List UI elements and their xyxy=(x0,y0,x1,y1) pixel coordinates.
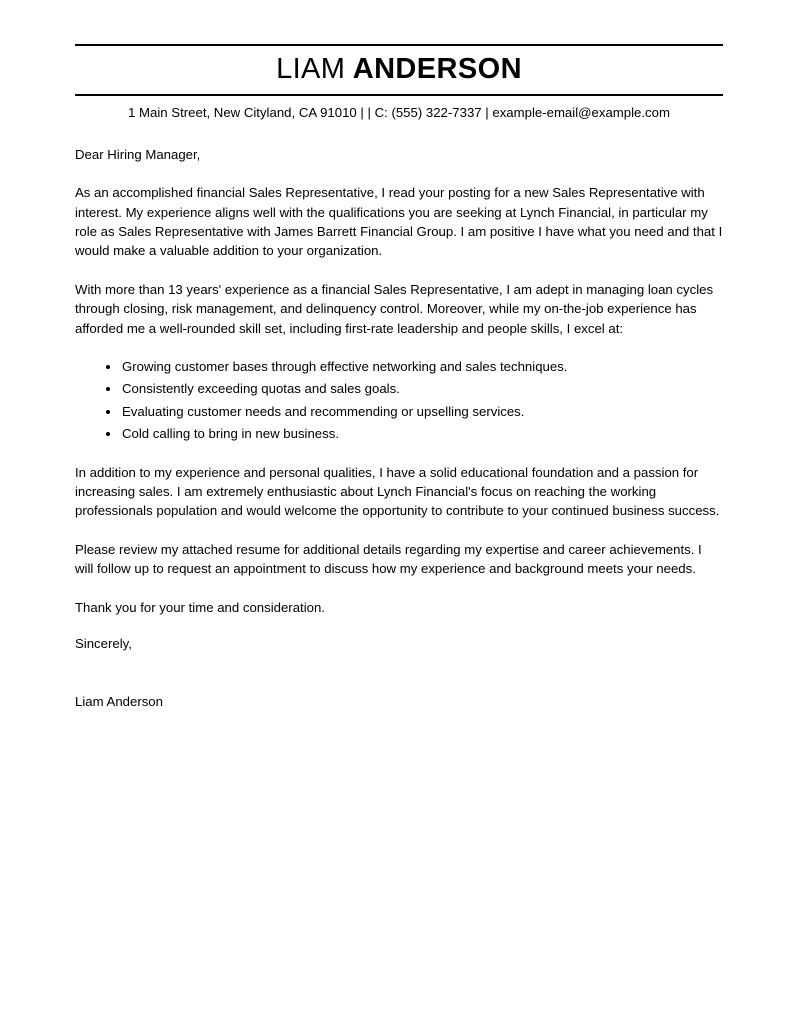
paragraph-1: As an accomplished financial Sales Representative, I read your posting for a new Sales Representative with interest. My experience aligns well with the qualifications you are seeking at Lynch Financial, in particular my role as Sales Representative with James Barrett Financial Group. I am positive I have what you need and that I would make a valuable addition to your organization. xyxy=(75,185,723,259)
contact-line: 1 Main Street, New Cityland, CA 91010 | | C: (555) 322-7337 | example-email@example.com xyxy=(128,105,670,120)
first-name: LIAM xyxy=(276,53,346,85)
list-item: Consistently exceeding quotas and sales goals. xyxy=(122,379,723,398)
page-title xyxy=(75,55,723,84)
signature-name: Liam Anderson xyxy=(75,693,163,709)
last-name: ANDERSON xyxy=(352,53,522,85)
list-item: Cold calling to bring in new business. xyxy=(122,424,723,443)
salutation: Dear Hiring Manager, xyxy=(75,146,201,162)
thanks-line: Thank you for your time and consideration. xyxy=(75,599,325,615)
letter-body xyxy=(75,145,723,711)
letter-content xyxy=(75,44,723,724)
applicant-name-block xyxy=(75,46,723,94)
paragraph-3: In addition to my experience and personal qualities, I have a solid educational foundation and a passion for increasing sales. I am extremely enthusiastic about Lynch Financial's focus on reaching the working professionals population and would welcome the opportunity to contribute to your continued business success. xyxy=(75,464,720,519)
skills-bullet-list xyxy=(75,357,723,444)
sign-off: Sincerely, xyxy=(75,636,132,652)
list-item: Evaluating customer needs and recommending or upselling services. xyxy=(122,402,723,421)
list-item: Growing customer bases through effective networking and sales techniques. xyxy=(122,357,723,376)
paragraph-2: With more than 13 years' experience as a financial Sales Representative, I am adept in managing loan cycles through closing, risk management, and delinquency control. Moreover, while my on-the-job experience has afforded me a well-rounded skill set, including first-rate leadership and people skills, I excel at: xyxy=(75,281,714,336)
paragraph-4: Please review my attached resume for additional details regarding my expertise and career achievements. I will follow up to request an appointment to discuss how my experience and background meets your needs. xyxy=(75,541,702,577)
